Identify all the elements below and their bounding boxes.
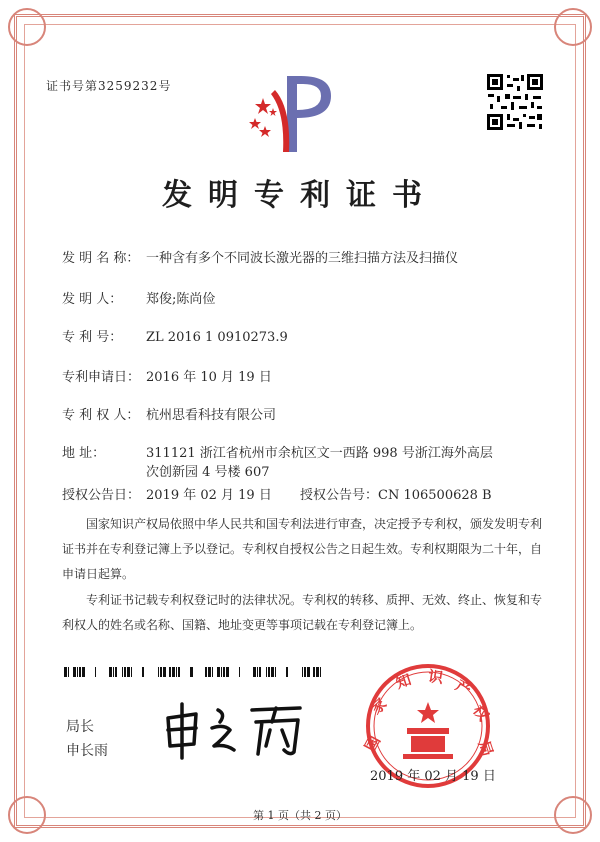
field-value: 杭州思看科技有限公司 [146, 408, 277, 423]
svg-text:知: 知 [393, 670, 414, 693]
field-label: 发 明 名 称： [62, 251, 140, 266]
certificate-number: 证书号第3259232号 [46, 79, 172, 93]
certificate-title: 发明专利证书 [162, 178, 438, 213]
field-inventors [62, 288, 215, 307]
field-announce-number [300, 484, 492, 503]
field-label: 专 利 号： [62, 330, 123, 345]
handwritten-signature [160, 700, 310, 760]
field-label: 专 利 权 人： [62, 408, 140, 423]
corner-ornament-top-right [554, 8, 592, 46]
field-announce-date [62, 484, 272, 503]
field-value: ZL 2016 1 0910273.9 [146, 330, 288, 345]
field-address-line2: 次创新园 4 号楼 607 [146, 465, 270, 480]
statement-paragraph-2: 专利证书记载专利权登记时的法律状况。专利权的转移、质押、无效、终止、恢复和专利权人的姓名或名称、国籍、地址变更等事项记载在专利登记簿上。 [62, 593, 543, 632]
seal-date: 2019 年 02 月 19 日 [370, 769, 496, 784]
field-label: 地 址： [62, 446, 106, 461]
field-label: 授权公告号： [300, 488, 379, 503]
field-value: CN 106500628 B [378, 488, 492, 503]
svg-text:识: 识 [427, 667, 445, 688]
statement-paragraph-1: 国家知识产权局依照中华人民共和国专利法进行审查，决定授予专利权，颁发发明专利证书并在专利登记簿上予以登记。专利权自授权公告之日起生效。专利权期限为二十年，自申请日起算。 [62, 517, 543, 581]
cnipa-logo [245, 68, 345, 158]
director-name: 申长雨 [66, 743, 108, 759]
field-value: 郑俊;陈尚俭 [146, 292, 216, 307]
barcode [64, 667, 324, 677]
corner-ornament-top-left [8, 8, 46, 46]
svg-text:权: 权 [469, 701, 493, 725]
field-value: 2019 年 02 月 19 日 [146, 488, 272, 503]
svg-text:产: 产 [452, 676, 475, 700]
field-patent-number [62, 326, 288, 345]
qr-code [485, 72, 545, 132]
svg-text:国: 国 [361, 732, 385, 755]
field-value: 311121 浙江省杭州市余杭区文一西路 998 号浙江海外高层 [146, 446, 493, 461]
field-label: 发 明 人： [62, 292, 123, 307]
field-value: 2016 年 10 月 19 日 [146, 370, 272, 385]
field-address [62, 442, 493, 461]
field-application-date [62, 366, 272, 385]
field-value: 一种含有多个不同波长激光器的三维扫描方法及扫描仪 [146, 251, 459, 266]
svg-text:家: 家 [367, 694, 391, 718]
director-title: 局长 [66, 719, 94, 735]
page-indicator: 第 1 页（共 2 页） [253, 809, 347, 822]
svg-text:局: 局 [474, 738, 497, 759]
field-label: 授权公告日： [62, 488, 141, 503]
field-label: 专利申请日： [62, 370, 141, 385]
field-invention-name [62, 247, 458, 266]
field-patentee [62, 404, 276, 423]
